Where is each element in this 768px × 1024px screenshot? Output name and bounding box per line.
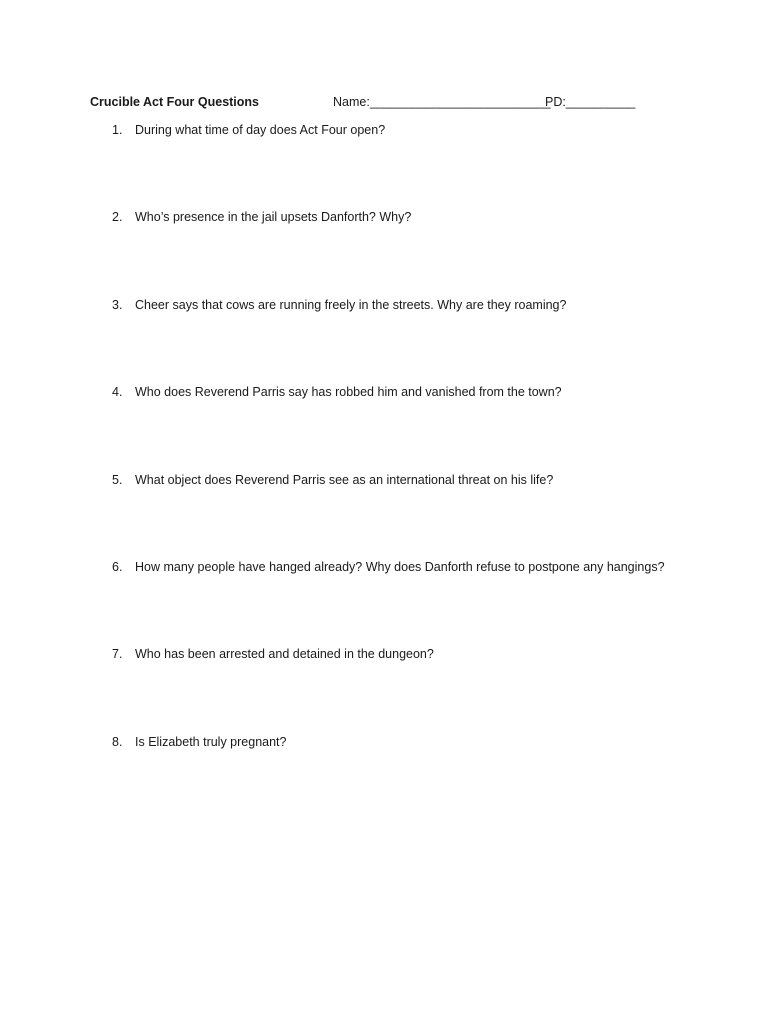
worksheet-title: Crucible Act Four Questions — [90, 95, 260, 109]
question-number: 3. — [112, 298, 123, 312]
question-number: 4. — [112, 385, 123, 399]
question-number: 8. — [112, 735, 123, 749]
question-text: Who does Reverend Parris say has robbed him and vanished from the town? — [135, 385, 562, 399]
worksheet-header — [90, 93, 690, 111]
question-text: Is Elizabeth truly pregnant? — [135, 735, 287, 749]
question-text: During what time of day does Act Four open? — [135, 123, 386, 137]
question-number: 1. — [112, 123, 123, 137]
question-number: 6. — [112, 560, 123, 574]
question-number: 5. — [112, 473, 123, 487]
question-text: What object does Reverend Parris see as an international threat on his life? — [135, 473, 554, 487]
question-text: Cheer says that cows are running freely in the streets. Why are they roaming? — [135, 298, 567, 312]
question-text: Who’s presence in the jail upsets Danforth? Why? — [135, 210, 412, 224]
question-number: 7. — [112, 647, 123, 661]
question-number: 2. — [112, 210, 123, 224]
name-field: Name:__________________________ — [333, 95, 551, 109]
period-field: PD:__________ — [545, 95, 636, 109]
question-text: How many people have hanged already? Why does Danforth refuse to postpone any hangings? — [135, 560, 665, 574]
question-text: Who has been arrested and detained in the dungeon? — [135, 647, 434, 661]
